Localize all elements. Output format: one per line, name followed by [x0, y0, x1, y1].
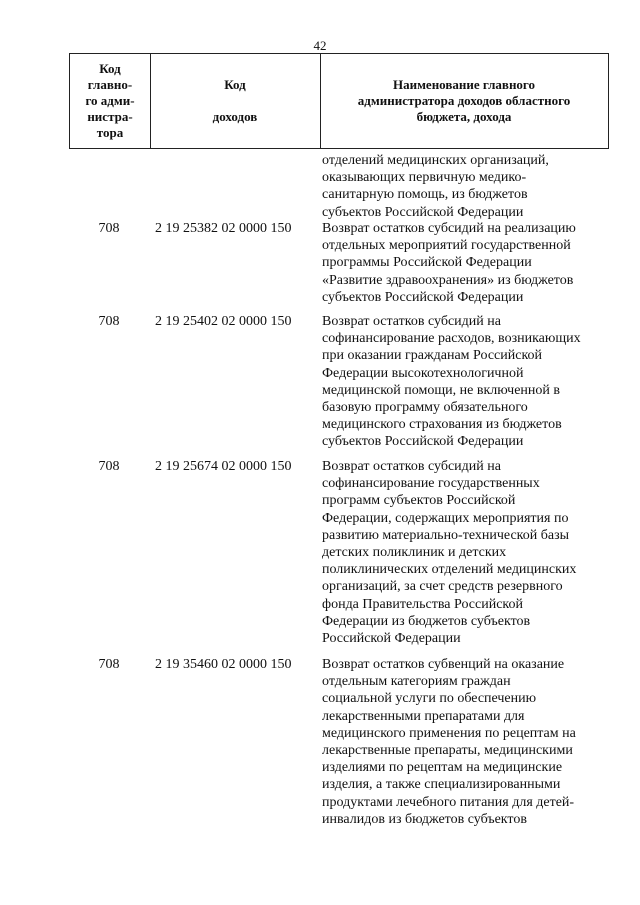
header-income-code: Код доходов	[150, 54, 321, 148]
row-income-code: 2 19 25402 02 0000 150	[155, 314, 292, 329]
row-admin-code: 708	[98, 657, 120, 672]
row-income-code: 2 19 35460 02 0000 150	[155, 657, 292, 672]
page-number: 42	[313, 38, 327, 53]
row-admin-code: 708	[98, 314, 120, 329]
header-name: Наименование главного администратора доходов областного бюджета, дохода	[357, 77, 571, 124]
header-admin-code: Код главно- го адми- нистра- тора	[70, 54, 151, 148]
row-name: Возврат остатков субсидий на софинансирование государственных программ субъектов Российской Федерации, содержащих мероприятия по развитию материально-технической базы детских поликлиник и детских поликлинических отделений медицинских организаций, за счет средств резервного фонда Правительства Российской Федерации из бюджетов субъектов Российской Федерации	[322, 459, 577, 647]
row-name: Возврат остатков субсидий на реализацию отдельных мероприятий государственной программы Российской Федерации «Развитие здравоохранения» из бюджетов субъектов Российской Федерации	[322, 221, 576, 305]
row-income-code: 2 19 25382 02 0000 150	[155, 221, 292, 236]
table-header	[69, 53, 609, 149]
row-name: Возврат остатков субсидий на софинансирование расходов, возникающих при оказании гражданам Российской Федерации высокотехнологичной медицинской помощи, не включенной в базовую программу обязательного медицинского страхования из бюджетов субъектов Российской Федерации	[322, 314, 581, 450]
row-admin-code: 708	[98, 459, 120, 474]
row-income-code: 2 19 25674 02 0000 150	[155, 459, 292, 474]
row-name: Возврат остатков субвенций на оказание отдельным категориям граждан социальной услуги по обеспечению лекарственными препаратами для медицинского применения по рецептам на лекарственные препараты, медицинскими изделиями по рецептам на медицинские изделия, а также специализированными продуктами лечебного питания для детей- инвалидов из бюджетов субъектов	[322, 657, 576, 827]
row-admin-code: 708	[98, 221, 120, 236]
continuation-text: отделений медицинских организаций, оказывающих первичную медико- санитарную помощь, из бюджетов субъектов Российской Федерации	[322, 153, 549, 220]
